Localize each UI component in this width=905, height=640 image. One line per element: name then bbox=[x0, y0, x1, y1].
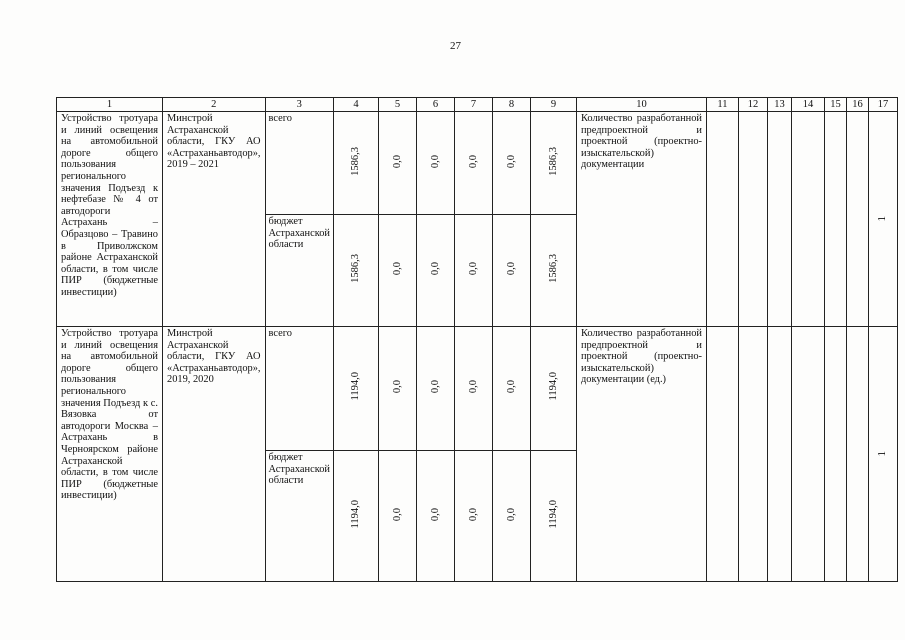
col-header-13: 13 bbox=[767, 98, 791, 112]
value-cell: 0,0 bbox=[492, 215, 530, 327]
table-row bbox=[57, 327, 898, 451]
col-header-14: 14 bbox=[791, 98, 824, 112]
col-header-6: 6 bbox=[416, 98, 454, 112]
col-header-1: 1 bbox=[57, 98, 163, 112]
value-cell: 0,0 bbox=[416, 327, 454, 451]
col-header-5: 5 bbox=[378, 98, 416, 112]
empty-cell bbox=[791, 112, 824, 327]
col-header-11: 11 bbox=[706, 98, 738, 112]
value-cell: 1194,0 bbox=[530, 327, 576, 451]
value-cell: 0,0 bbox=[378, 112, 416, 215]
empty-cell bbox=[738, 327, 767, 582]
value-cell: 0,0 bbox=[416, 215, 454, 327]
object-name-cell: Устройство тротуара и линий освещения на автомобильной дороге общего пользования регионального значения Подъезд к нефтебазе № 4 от автодороги Астрахань – Образцово – Травино в Приволжском районе Астраханской области, в том числе ПИР (бюджетные инвестиции) bbox=[57, 112, 163, 327]
executor-cell: Минстрой Астраханской области, ГКУ АО «Астраханьавтодор», 2019 – 2021 bbox=[163, 112, 266, 327]
value-cell: 0,0 bbox=[454, 112, 492, 215]
indicator-cell: Количество разработанной предпроектной и проектной (проектно-изыскательской) документации bbox=[576, 112, 706, 327]
source-cell: бюджет Астраханской области bbox=[265, 451, 333, 582]
value-cell: 1586,3 bbox=[333, 215, 378, 327]
empty-cell bbox=[738, 112, 767, 327]
col-header-9: 9 bbox=[530, 98, 576, 112]
value-cell: 0,0 bbox=[492, 112, 530, 215]
value-cell: 0,0 bbox=[378, 215, 416, 327]
empty-cell bbox=[706, 327, 738, 582]
empty-cell bbox=[824, 327, 846, 582]
mark-cell: 1 bbox=[868, 112, 897, 327]
mark-cell: 1 bbox=[868, 327, 897, 582]
col-header-12: 12 bbox=[738, 98, 767, 112]
col-header-8: 8 bbox=[492, 98, 530, 112]
header-row bbox=[57, 98, 898, 112]
value-cell: 0,0 bbox=[416, 451, 454, 582]
object-name-cell: Устройство тротуара и линий освещения на автомобильной дороге общего пользования регионального значения Подъезд к с. Вязовка от автодороги Москва – Астрахань в Черноярском районе Астраханской области, в том числе ПИР (бюджетные инвестиции) bbox=[57, 327, 163, 582]
value-cell: 0,0 bbox=[454, 451, 492, 582]
value-cell: 1586,3 bbox=[530, 112, 576, 215]
col-header-4: 4 bbox=[333, 98, 378, 112]
page-number: 27 bbox=[450, 40, 461, 52]
empty-cell bbox=[824, 112, 846, 327]
empty-cell bbox=[706, 112, 738, 327]
empty-cell bbox=[846, 327, 868, 582]
value-cell: 0,0 bbox=[492, 327, 530, 451]
col-header-10: 10 bbox=[576, 98, 706, 112]
col-header-3: 3 bbox=[265, 98, 333, 112]
value-cell: 0,0 bbox=[492, 451, 530, 582]
value-cell: 0,0 bbox=[378, 327, 416, 451]
source-cell: бюджет Астраханской области bbox=[265, 215, 333, 327]
col-header-2: 2 bbox=[163, 98, 266, 112]
empty-cell bbox=[791, 327, 824, 582]
col-header-15: 15 bbox=[824, 98, 846, 112]
value-cell: 1194,0 bbox=[333, 451, 378, 582]
executor-cell: Минстрой Астраханской области, ГКУ АО «Астраханьавтодор», 2019, 2020 bbox=[163, 327, 266, 582]
indicator-cell: Количество разработанной предпроектной и проектной (проектно-изыскательской) документации (ед.) bbox=[576, 327, 706, 582]
source-cell: всего bbox=[265, 112, 333, 215]
value-cell: 1586,3 bbox=[530, 215, 576, 327]
col-header-7: 7 bbox=[454, 98, 492, 112]
program-table bbox=[56, 97, 898, 582]
value-cell: 1194,0 bbox=[333, 327, 378, 451]
table-row bbox=[57, 112, 898, 215]
col-header-17: 17 bbox=[868, 98, 897, 112]
value-cell: 0,0 bbox=[454, 215, 492, 327]
empty-cell bbox=[846, 112, 868, 327]
col-header-16: 16 bbox=[846, 98, 868, 112]
source-cell: всего bbox=[265, 327, 333, 451]
value-cell: 1586,3 bbox=[333, 112, 378, 215]
value-cell: 0,0 bbox=[454, 327, 492, 451]
empty-cell bbox=[767, 327, 791, 582]
value-cell: 0,0 bbox=[378, 451, 416, 582]
empty-cell bbox=[767, 112, 791, 327]
value-cell: 0,0 bbox=[416, 112, 454, 215]
value-cell: 1194,0 bbox=[530, 451, 576, 582]
